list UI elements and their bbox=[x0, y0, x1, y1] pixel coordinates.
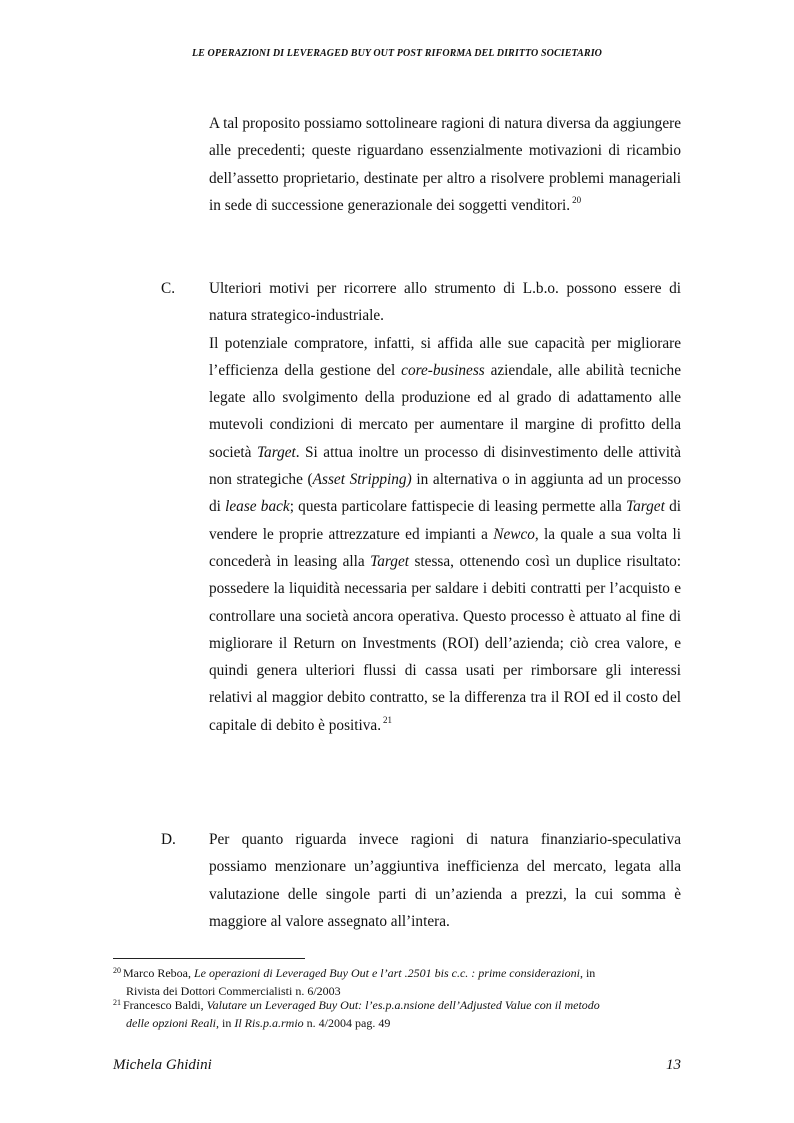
text-run: stessa, ottenendo così un duplice risultato: possedere la liquidità necessaria per saldare i debiti contratti per l’acquisto e controllare una società ancora operativa. Questo processo è attuato al fine di migliorare il Return on Investments (ROI) dell’azienda; ciò crea valore, e quindi genera ulteriori flussi di cassa usati per rimborsare gli interessi relativi al maggior debito contratto, se la differenza tra il ROI ed il costo del capitale di debito è positiva. bbox=[209, 552, 681, 734]
text-run: , la quale a sua volta li concederà in leasing alla bbox=[209, 525, 681, 570]
section-c-body bbox=[209, 330, 681, 741]
footnote-number: 21 bbox=[113, 998, 121, 1007]
footnote-author: Marco Reboa, bbox=[123, 966, 194, 980]
intro-text: A tal proposito possiamo sottolineare ragioni di natura diversa da aggiungere alle precedenti; queste riguardano essenzialmente motivazioni di ricambio dell’assetto proprietario, destinate per altro a risolvere problemi manageriali in sede di successione generazionale dei soggetti venditori. bbox=[209, 115, 681, 214]
text-run: ; questa particolare fattispecie di leasing permette alla bbox=[289, 498, 627, 516]
text-run: di vendere le proprie attrezzature ed impianti a bbox=[209, 498, 681, 543]
text-run: Il potenziale compratore, infatti, si affida alle sue capacità per migliorare l’efficienza della gestione del bbox=[209, 334, 681, 379]
footnote-ref-21[interactable]: 21 bbox=[383, 714, 393, 725]
section-c-intro: Ulteriori motivi per ricorrere allo strumento di L.b.o. possono essere di natura strategico-industriale. bbox=[209, 280, 681, 325]
footnote-text: in bbox=[218, 1016, 235, 1030]
section-d-text: Per quanto riguarda invece ragioni di natura finanziario-speculativa possiamo menzionare un’aggiuntiva inefficienza del mercato, legata alla valutazione delle singole parti di un’azienda a prezzi, la cui somma è maggiore al valore assegnato all’intera. bbox=[209, 831, 681, 930]
italic-term: Target bbox=[256, 443, 296, 461]
italic-term: Target bbox=[626, 498, 665, 516]
italic-term: lease back bbox=[225, 498, 290, 516]
section-d-marker: D. bbox=[161, 831, 176, 848]
footnote-title-cont: delle opzioni Reali, bbox=[126, 1016, 219, 1030]
footnote-title: Valutare un Leveraged Buy Out: l’es.p.a.nsione dell’Adjusted Value con il metodo bbox=[206, 998, 600, 1012]
italic-term: Newco bbox=[493, 525, 535, 543]
page-number: 13 bbox=[666, 1057, 681, 1073]
footnote-title: Le operazioni di Leveraged Buy Out e l’art .2501 bis c.c. : prime considerazioni bbox=[193, 966, 580, 980]
footnote-continuation: Rivista dei Dottori Commercialisti n. 6/2003 bbox=[126, 984, 341, 998]
section-c-marker: C. bbox=[161, 280, 176, 297]
footnote-21 bbox=[113, 997, 683, 1031]
footnote-ref-20[interactable]: 20 bbox=[572, 194, 582, 205]
text-run: in alternativa o in aggiunta ad un processo di bbox=[209, 471, 681, 516]
footnote-20 bbox=[113, 965, 683, 999]
footnote-number: 20 bbox=[113, 966, 121, 975]
footnote-text: n. 4/2004 pag. 49 bbox=[303, 1016, 391, 1030]
footnote-journal: Il Ris.p.a.rmio bbox=[234, 1016, 304, 1030]
italic-term: core-business bbox=[401, 361, 485, 379]
intro-paragraph bbox=[209, 110, 681, 221]
footer-author: Michela Ghidini bbox=[113, 1057, 212, 1073]
italic-term: Target bbox=[370, 552, 409, 570]
footnote-separator bbox=[113, 958, 305, 959]
section-d bbox=[209, 826, 681, 935]
footnote-continuation bbox=[113, 1015, 683, 1031]
footnote-author: Francesco Baldi, bbox=[123, 998, 207, 1012]
italic-term: Asset Stripping) bbox=[312, 471, 412, 489]
text-run: aziendale, alle abilità tecniche legate allo svolgimento della produzione ed al grado di adattamento alle mutevoli condizioni di mercato per aumentare il margine di profitto della società bbox=[209, 361, 681, 461]
running-header: LE OPERAZIONI DI LEVERAGED BUY OUT POST RIFORMA DEL DIRITTO SOCIETARIO bbox=[191, 48, 603, 59]
text-run: . Si attua inoltre un processo di disinvestimento delle attività non strategiche ( bbox=[209, 443, 681, 489]
section-c bbox=[209, 275, 681, 741]
footnote-text: , in bbox=[579, 966, 596, 980]
